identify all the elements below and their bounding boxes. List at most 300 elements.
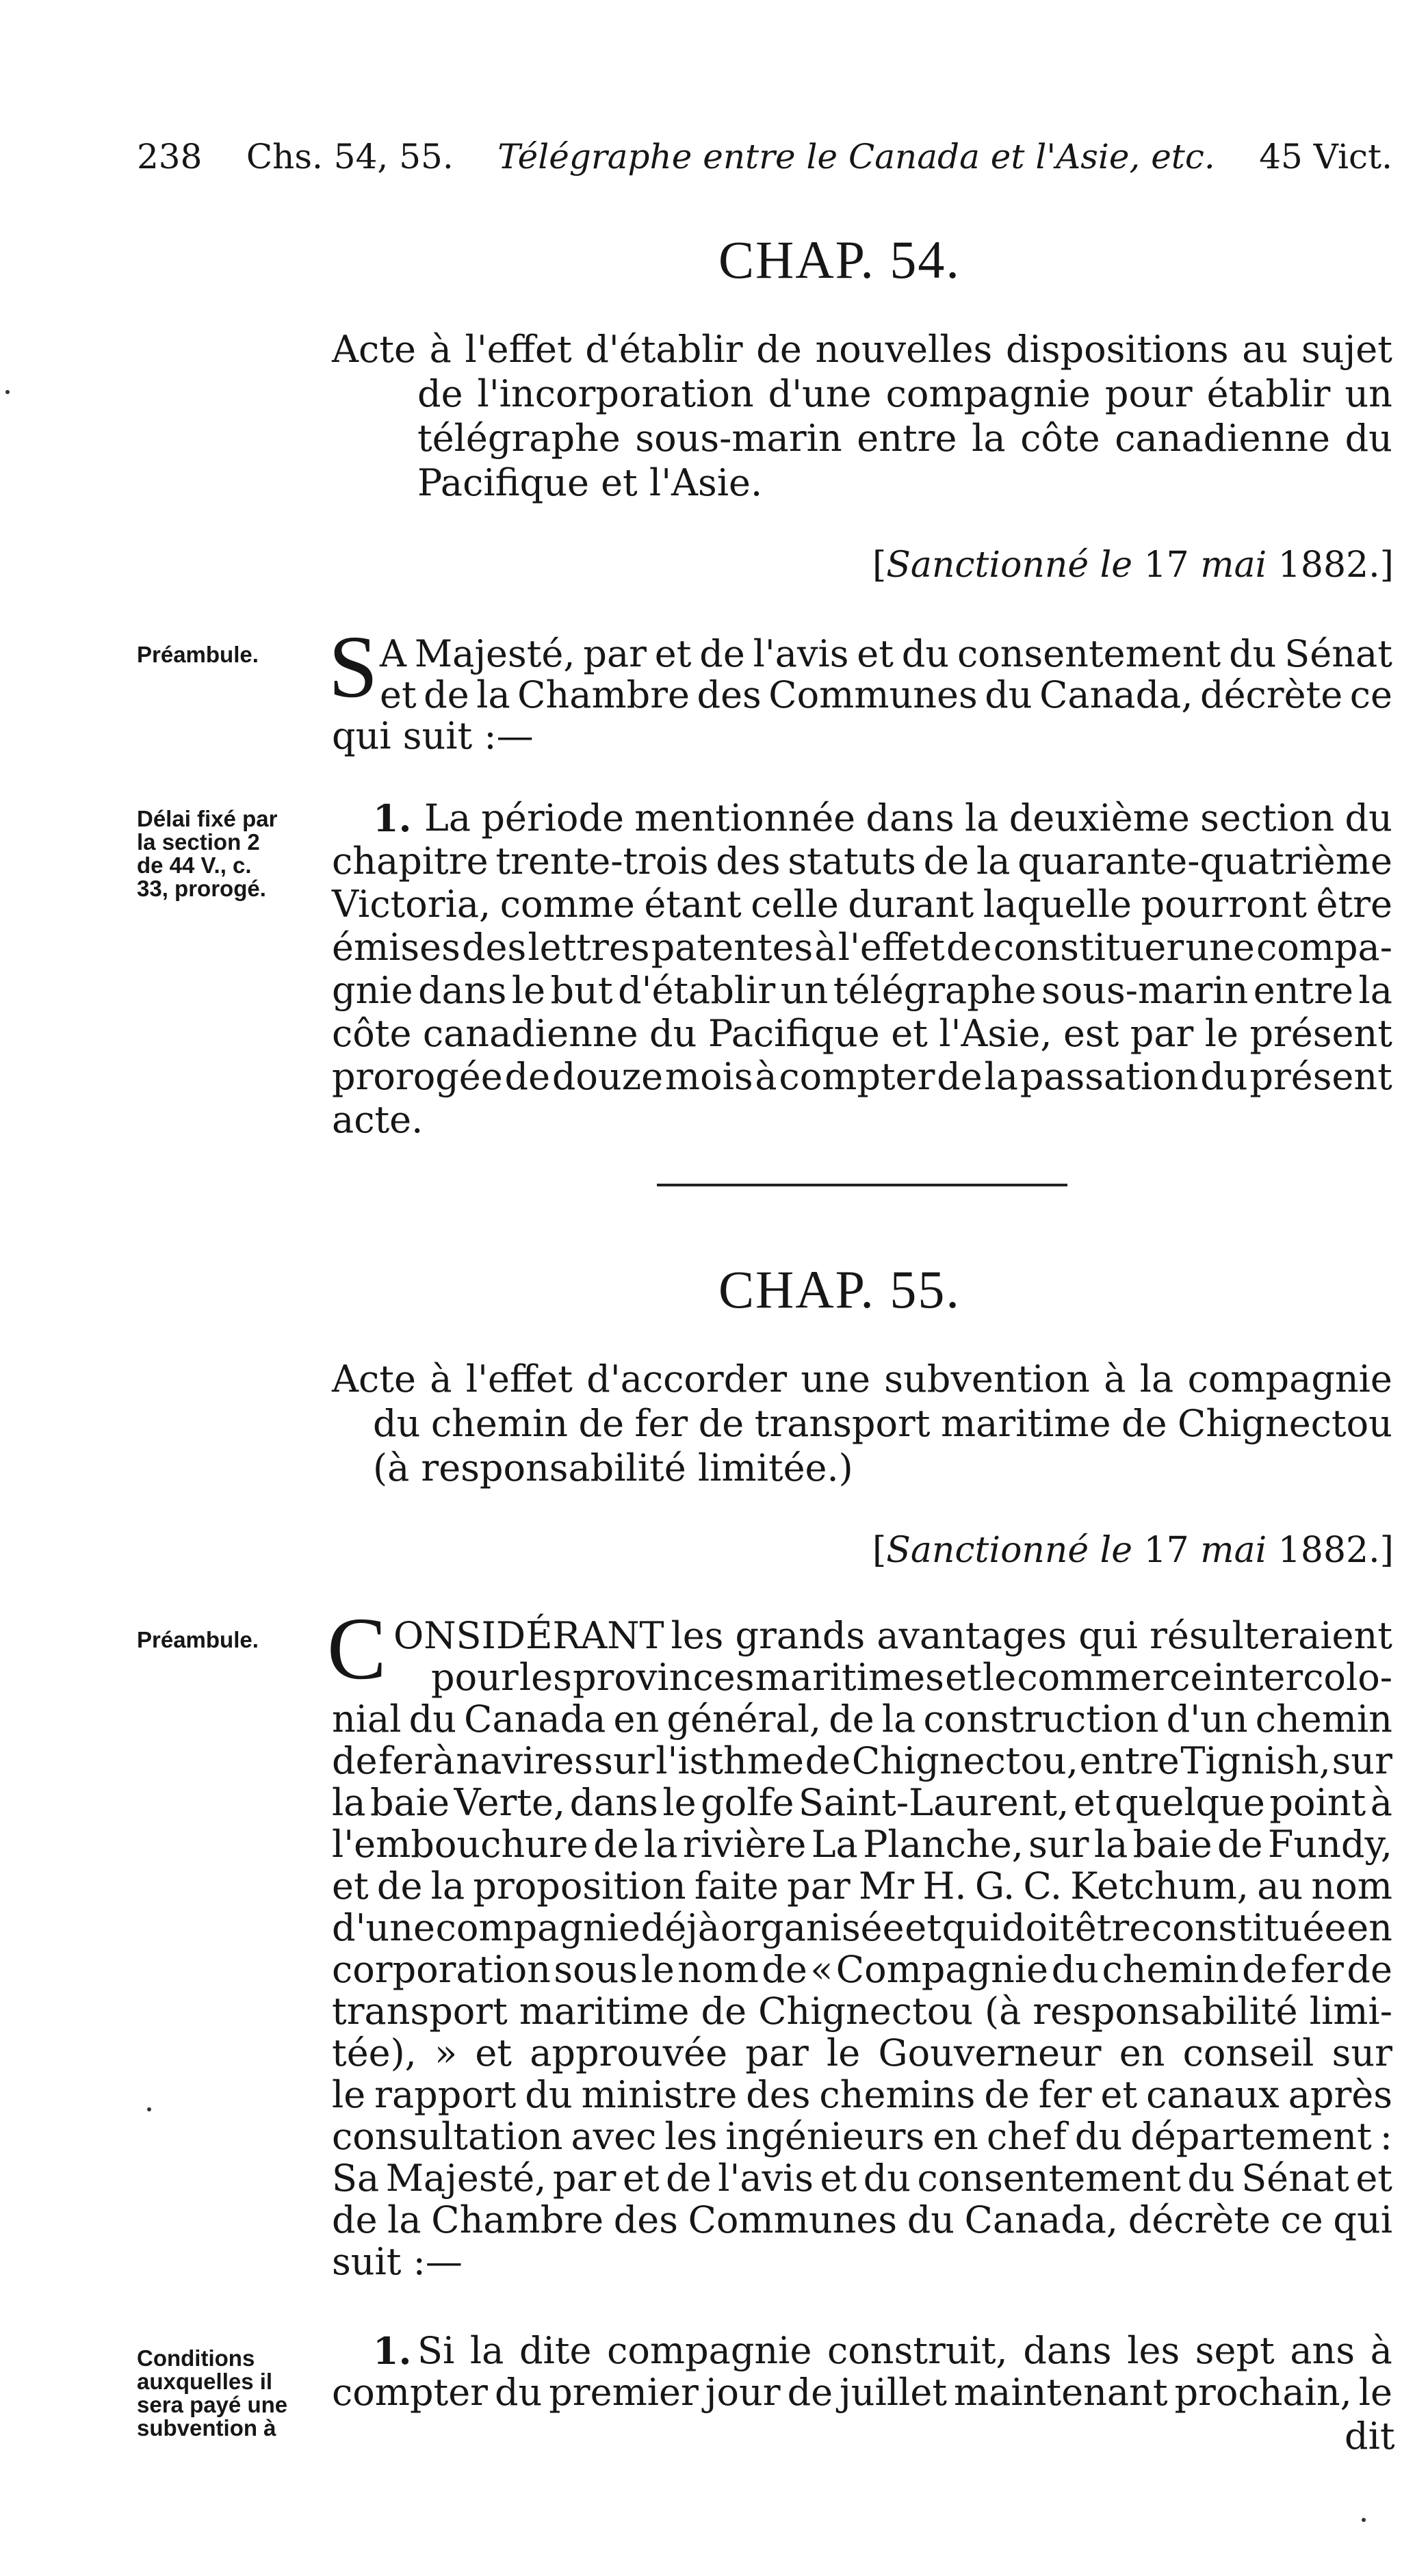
word: étant	[644, 883, 742, 926]
word: à	[432, 1739, 455, 1782]
word: Sénat	[1241, 2157, 1349, 2200]
word: le	[332, 2073, 366, 2116]
ch54-section1-line-1	[424, 797, 1392, 840]
word: sous-marin	[635, 417, 842, 460]
word: approuvée	[530, 2031, 728, 2074]
word: dite	[519, 2329, 592, 2372]
word: La	[424, 796, 471, 840]
word: du	[1345, 417, 1392, 460]
word: télégraphe	[833, 969, 1037, 1012]
word: intercolo-	[1212, 1656, 1392, 1699]
ch54-section1-note: Délai fixé par la section 2 de 44 V., c. 33, prorogé.	[137, 806, 278, 901]
word: et	[475, 2031, 512, 2074]
word: du	[1345, 796, 1392, 840]
word: dans	[569, 1781, 658, 1824]
word: du	[1051, 1948, 1099, 1991]
word: fer	[634, 1402, 688, 1445]
chapter-54-heading: CHAP. 54.	[718, 230, 961, 289]
word: Planche,	[863, 1823, 1024, 1866]
word: compagnie	[435, 1906, 640, 1949]
word: d'une	[768, 372, 872, 415]
ch55-preamble-line-15	[332, 2199, 1392, 2241]
word: côte	[332, 1012, 412, 1055]
word: organisée	[720, 1906, 905, 1949]
word: entre	[1253, 969, 1353, 1012]
word: de	[332, 2198, 378, 2241]
word: avec	[571, 2115, 657, 2158]
word: l'isthme	[655, 1739, 804, 1782]
word: conseil	[1182, 2031, 1314, 2074]
ch55-preamble-line-10	[332, 1990, 1392, 2033]
word: durant	[848, 883, 974, 926]
word: le	[662, 1781, 697, 1824]
word: les	[519, 1656, 572, 1699]
ch54-section1-line-7	[332, 1056, 1392, 1098]
word: comme	[499, 883, 635, 926]
word: Acte	[332, 1357, 416, 1401]
word: premier	[549, 2371, 699, 2414]
word: un	[1345, 372, 1392, 415]
ch55-title-line-3: (à responsabilité limitée.)	[373, 1446, 853, 1489]
word: douze	[551, 1055, 664, 1098]
word: du	[649, 1012, 697, 1055]
word: maritime	[519, 1990, 690, 2033]
word: déjà	[640, 1906, 721, 1949]
word: sous-marin	[1041, 969, 1249, 1012]
ch54-section1-line-8: acte.	[332, 1098, 424, 1141]
word: de	[756, 328, 802, 371]
scan-speck	[5, 390, 10, 394]
word: de	[923, 840, 970, 883]
word: nom	[1311, 1864, 1392, 1908]
word: dispositions	[1005, 328, 1229, 371]
word: de	[829, 1697, 874, 1741]
word: est	[1063, 1012, 1119, 1055]
word: d'établir	[618, 969, 776, 1012]
word: celle	[751, 883, 839, 926]
ch55-preamble-line-8	[332, 1907, 1392, 1949]
word: décrète	[1128, 2198, 1271, 2241]
word: de	[787, 2371, 833, 2414]
ch55-preamble-line-5	[332, 1782, 1392, 1824]
word: canadienne	[422, 1012, 638, 1055]
ch55-preamble-line-12	[332, 2074, 1392, 2116]
word: l'effet	[465, 1357, 573, 1401]
word: la	[1358, 969, 1392, 1012]
word: maintenant	[953, 2371, 1168, 2414]
word: la	[1093, 1823, 1128, 1866]
word: pourront	[1141, 883, 1307, 926]
word: consentement	[957, 632, 1221, 675]
word: en	[1347, 1906, 1392, 1949]
word: présent	[1249, 1055, 1392, 1098]
word: C.	[1023, 1864, 1063, 1908]
ch55-preamble-line-4	[332, 1740, 1392, 1782]
word: du	[408, 1697, 456, 1741]
word: des	[716, 840, 781, 883]
word: d'un	[1166, 1697, 1248, 1741]
word: responsabilité	[1033, 1990, 1298, 2033]
word: et	[857, 632, 894, 675]
word: le	[1358, 2371, 1392, 2414]
word: Canada,	[964, 2198, 1119, 2241]
ch55-title-line-2	[373, 1403, 1392, 1445]
word: Majesté,	[385, 2157, 547, 2200]
word: en	[1119, 2031, 1165, 2074]
word: Chignectou,	[851, 1739, 1078, 1782]
ch54-section1-line-4	[332, 926, 1392, 969]
word: tée),	[332, 2031, 417, 2074]
word: par	[583, 632, 647, 675]
word: qui	[1333, 2198, 1392, 2241]
word: et	[891, 1012, 928, 1055]
word: faite	[694, 1864, 779, 1908]
ch55-section1-note: Conditions auxquelles il sera payé une subvention à	[137, 2345, 288, 2441]
word: sous	[554, 1948, 638, 1991]
word: à	[429, 328, 452, 371]
word: la	[332, 1781, 366, 1824]
word: Chambre	[517, 673, 690, 716]
ch55-preamble-line-14	[332, 2157, 1392, 2200]
word: de	[946, 926, 992, 969]
word: entre	[1079, 1739, 1180, 1782]
word: à	[1370, 2329, 1392, 2372]
word: Chignectou	[1178, 1402, 1392, 1445]
word: les	[1127, 2329, 1180, 2372]
word: Compagnie	[835, 1948, 1049, 1991]
word: Sa	[332, 2157, 380, 2200]
word: par	[745, 2031, 809, 2074]
word: un	[780, 969, 829, 1012]
ch54-title-line-1	[332, 328, 1392, 371]
word: le	[640, 1948, 675, 1991]
word: l'avis	[753, 632, 849, 675]
word: présent	[1249, 1012, 1392, 1055]
word: Acte	[332, 328, 416, 371]
word: pour	[431, 1656, 519, 1699]
word: de	[1217, 1823, 1263, 1866]
word: de	[805, 1739, 851, 1782]
ch54-title-line-2	[417, 373, 1392, 415]
word: la	[430, 1864, 465, 1908]
word: de	[417, 372, 463, 415]
ch55-preamble-line-6	[332, 1823, 1392, 1866]
regnal-year: 45 Vict.	[1259, 137, 1392, 177]
word: les	[664, 2115, 718, 2158]
word: au	[1242, 328, 1288, 371]
word: à	[1104, 1357, 1126, 1401]
word: de	[593, 1823, 639, 1866]
word: Verte,	[454, 1781, 566, 1824]
running-title: Télégraphe entre le Canada et l'Asie, etc.	[497, 137, 1215, 177]
word: A	[380, 632, 406, 675]
word: juillet	[840, 2371, 948, 2414]
word: l'avis	[718, 2157, 814, 2200]
word: à	[430, 1357, 452, 1401]
ch55-preamble-line-7	[332, 1865, 1392, 1908]
word: du	[1200, 1055, 1248, 1098]
word: et	[1073, 1781, 1111, 1824]
word: et	[623, 2157, 660, 2200]
word: des	[697, 673, 762, 716]
word: proposition	[473, 1864, 686, 1908]
word: construction	[923, 1697, 1159, 1741]
word: Canada,	[1039, 673, 1193, 716]
word: doit	[1001, 1906, 1075, 1949]
ch54-section1-line-6	[332, 1013, 1392, 1055]
word: Saint-Laurent,	[798, 1781, 1069, 1824]
word: de	[762, 1948, 807, 1991]
word: sur	[1028, 1823, 1089, 1866]
word: du	[985, 673, 1033, 716]
word: l'embouchure	[332, 1823, 588, 1866]
word: »	[434, 2031, 458, 2074]
word: de	[578, 1402, 625, 1445]
word: émises	[332, 926, 460, 969]
ch55-preamble-note: Préambule.	[137, 1627, 259, 1652]
word: en	[933, 2115, 978, 2158]
ch54-title-line-4: Pacifique et l'Asie.	[417, 461, 763, 504]
word: Chambre	[431, 2198, 604, 2241]
word: de	[666, 2157, 712, 2200]
word: deuxième	[1009, 796, 1190, 840]
word: compa-	[1256, 926, 1392, 969]
word: Ketchum,	[1070, 1864, 1249, 1908]
word: transport	[332, 1990, 508, 2033]
word: chemin	[1255, 1697, 1392, 1741]
word: de	[701, 1990, 747, 2033]
ch55-preamble-line-13	[332, 2116, 1392, 2158]
word: subvention	[884, 1357, 1090, 1401]
ch54-dropcap: S	[328, 618, 378, 716]
word: ans	[1290, 2329, 1355, 2372]
word: et	[820, 2157, 857, 2200]
word: de	[699, 632, 745, 675]
word: des	[461, 926, 527, 969]
word: dans	[1023, 2329, 1112, 2372]
word: par	[552, 2157, 616, 2200]
word: commerce	[1017, 1656, 1212, 1699]
word: provinces	[573, 1656, 755, 1699]
page-number: 238	[137, 137, 203, 177]
word: Sénat	[1284, 632, 1392, 675]
word: de	[332, 1739, 378, 1782]
word: passation	[1020, 1055, 1199, 1098]
word: point	[1269, 1781, 1366, 1824]
word: au	[1257, 1864, 1303, 1908]
running-header	[137, 137, 1392, 177]
word: maritimes	[755, 1656, 944, 1699]
word: Gouverneur	[878, 2031, 1102, 2074]
word: période	[481, 796, 624, 840]
word: et	[905, 1906, 942, 1949]
word: et	[332, 1864, 369, 1908]
word: ingénieurs	[725, 2115, 925, 2158]
word: gnie	[332, 969, 413, 1012]
word: maritime	[940, 1402, 1111, 1445]
word: le	[982, 1656, 1017, 1699]
word: jour	[705, 2371, 781, 2414]
word: le	[511, 969, 546, 1012]
ch54-preamble-line-2	[380, 674, 1392, 716]
word: la	[643, 1823, 678, 1866]
word: patentes	[651, 926, 814, 969]
ch54-section1-line-3	[332, 883, 1392, 926]
word: chef	[986, 2115, 1067, 2158]
word: fer	[378, 1739, 432, 1782]
word: transport	[754, 1402, 931, 1445]
word: entre	[857, 417, 957, 460]
ch54-preamble-line-1	[380, 633, 1392, 675]
word: mentionnée	[634, 796, 856, 840]
word: canaux	[1146, 2073, 1280, 2116]
ch54-sanction: [Sanctionné le 17 mai 1882.]	[872, 545, 1394, 586]
word: d'une	[332, 1906, 435, 1949]
catchword: dit	[1345, 2415, 1395, 2458]
word: l'Asie,	[939, 1012, 1052, 1055]
word: chemins	[819, 2073, 976, 2116]
word: à	[1370, 1781, 1392, 1824]
word: du	[863, 2157, 911, 2200]
word: compagnie	[607, 2329, 812, 2372]
word: sur	[1332, 1739, 1392, 1782]
word: qui	[942, 1906, 1002, 1949]
word: dans	[418, 969, 507, 1012]
word: statuts	[788, 840, 916, 883]
word: G.	[974, 1864, 1015, 1908]
ch55-preamble-line-9	[332, 1949, 1392, 1991]
word: prochain,	[1174, 2371, 1352, 2414]
word: le	[827, 2031, 861, 2074]
word: Communes	[688, 2198, 898, 2241]
word: à	[755, 1055, 777, 1098]
word: Pacifique	[707, 1012, 880, 1055]
word: la	[984, 1055, 1018, 1098]
word: trente-trois	[495, 840, 709, 883]
word: la	[387, 2198, 421, 2241]
word: baie	[1132, 1823, 1212, 1866]
word: chemin	[1102, 1948, 1239, 1991]
word: par	[1130, 1012, 1194, 1055]
word: la	[976, 840, 1011, 883]
ch54-section1-line-5	[332, 970, 1392, 1012]
word: le	[1204, 1012, 1239, 1055]
ch55-section1-line-1	[417, 2330, 1392, 2372]
ch54-title-line-3	[417, 417, 1392, 460]
word: et	[380, 673, 417, 716]
word: dans	[866, 796, 955, 840]
word: sur	[1332, 2031, 1392, 2074]
ch54-section1-number: 1.	[373, 796, 412, 840]
word: quarante-quatrième	[1017, 840, 1392, 883]
word: de	[424, 673, 469, 716]
ch55-preamble-line-16: suit :—	[332, 2240, 463, 2283]
word: but	[550, 969, 613, 1012]
word: du	[901, 632, 950, 675]
word: ce	[1349, 673, 1392, 716]
word: sur	[594, 1739, 655, 1782]
word: de	[984, 2073, 1030, 2116]
word: général,	[666, 1697, 822, 1741]
word: :	[1379, 2115, 1392, 2158]
word: Fundy,	[1267, 1823, 1392, 1866]
word: établir	[1206, 372, 1331, 415]
ch55-sanction: [Sanctionné le 17 mai 1882.]	[872, 1530, 1394, 1571]
word: par	[787, 1864, 851, 1908]
word: construit,	[827, 2329, 1008, 2372]
word: une	[1185, 926, 1255, 969]
word: quelque	[1115, 1781, 1265, 1824]
ch55-preamble-line-3	[332, 1698, 1392, 1741]
word: la	[881, 1697, 916, 1741]
chapter-55-heading: CHAP. 55.	[718, 1260, 961, 1319]
word: compter	[332, 2371, 488, 2414]
word: une	[801, 1357, 870, 1401]
word: la	[1139, 1357, 1174, 1401]
word: l'incorporation	[477, 372, 754, 415]
word: télégraphe	[417, 417, 621, 460]
word: la	[972, 417, 1006, 460]
word: compagnie	[885, 372, 1091, 415]
ch55-preamble-line-11	[332, 2032, 1392, 2074]
ch55-section1-number: 1.	[373, 2329, 412, 2373]
word: consentement	[917, 2157, 1181, 2200]
word: Tignish,	[1180, 1739, 1331, 1782]
word: chapitre	[332, 840, 489, 883]
word: fer	[1038, 2073, 1092, 2116]
word: compter	[779, 1055, 935, 1098]
word: section	[1200, 796, 1335, 840]
word: limi-	[1309, 1990, 1392, 2033]
word: de	[376, 1864, 423, 1908]
word: être	[1316, 883, 1392, 926]
word: en	[613, 1697, 660, 1741]
word: et	[654, 632, 692, 675]
word: H.	[922, 1864, 967, 1908]
ch55-preamble-line-1: ONSIDÉRANT les grands avantages qui résulteraient	[393, 1614, 1392, 1657]
word: rapport	[374, 2073, 517, 2116]
word: être	[1074, 1906, 1152, 1949]
word: Canada	[464, 1697, 606, 1741]
word: lettres	[528, 926, 650, 969]
word: l'effet	[465, 328, 572, 371]
word: du	[1229, 632, 1277, 675]
word: de	[1242, 1948, 1288, 1991]
word: nial	[332, 1697, 402, 1741]
word: sujet	[1301, 328, 1392, 371]
word: la	[469, 2329, 504, 2372]
word: constituer	[993, 926, 1184, 969]
word: nom	[677, 1948, 759, 1991]
word: Mr	[858, 1864, 915, 1908]
word: des	[613, 2198, 678, 2241]
word: du	[1187, 2157, 1235, 2200]
ch55-title-line-1	[332, 1358, 1392, 1401]
ch55-dropcap: C	[327, 1600, 387, 1698]
word: département	[1130, 2115, 1372, 2158]
word: corporation	[332, 1948, 551, 1991]
word: à	[814, 926, 837, 969]
ch54-preamble-line-3: qui suit :—	[332, 714, 534, 757]
word: du	[373, 1402, 421, 1445]
word: du	[494, 2371, 543, 2414]
word: sept	[1195, 2329, 1275, 2372]
word: canadienne	[1115, 417, 1330, 460]
word: laquelle	[983, 883, 1132, 926]
word: la	[476, 673, 510, 716]
word: du	[1074, 2115, 1123, 2158]
word: navires	[456, 1739, 593, 1782]
